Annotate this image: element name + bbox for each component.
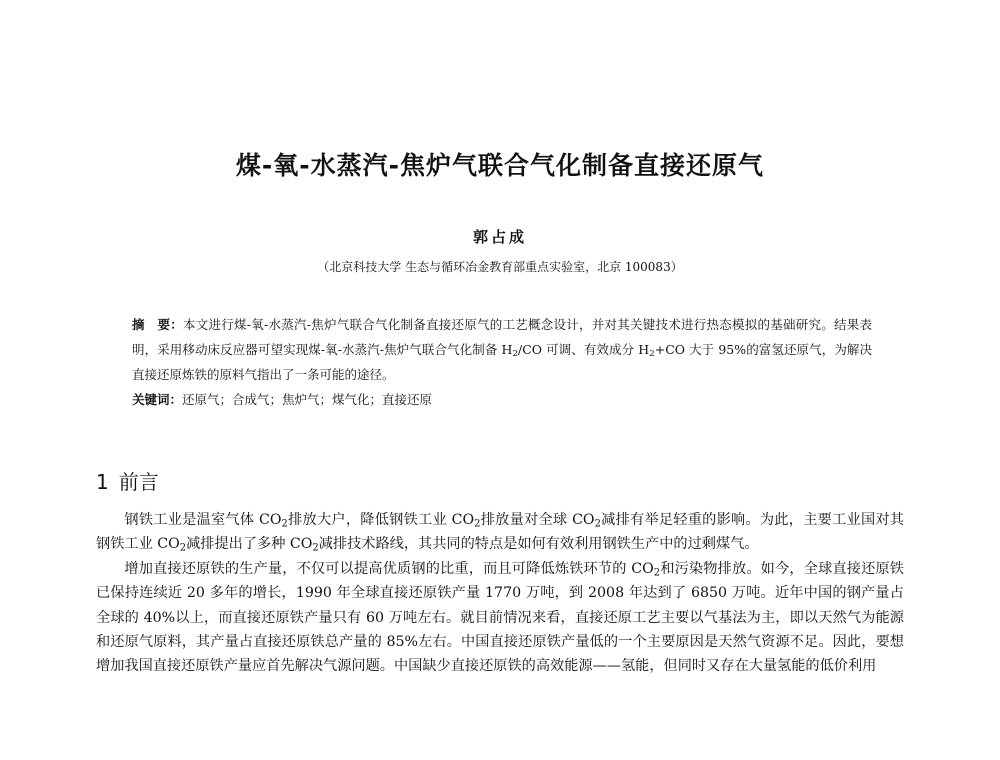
p1-text-b: 排放大户，降低钢铁工业 CO	[287, 512, 475, 528]
p1-text-f: 减排技术路线，其共同的特点是如何有效利用钢铁生产中的过剩煤气。	[318, 536, 759, 553]
p1-text-a: 钢铁工业是温室气体 CO	[124, 512, 282, 528]
abstract	[132, 312, 872, 387]
subscript: 2	[649, 349, 655, 360]
section-title: 前言	[118, 470, 159, 494]
section-number: 1	[96, 470, 109, 494]
subscript: 2	[474, 518, 481, 530]
subscript: 2	[312, 542, 319, 554]
abstract-block	[132, 312, 872, 412]
author-affiliation: （北京科技大学 生态与循环冶金教育部重点实验室，北京 100083）	[317, 260, 683, 274]
keywords-text: 还原气；合成气；焦炉气；煤气化；直接还原	[182, 392, 433, 407]
abstract-label: 摘 要：	[132, 317, 184, 332]
subscript: 2	[594, 518, 601, 530]
paper-title: 煤-氧-水蒸汽-焦炉气联合气化制备直接还原气	[235, 151, 765, 180]
abstract-text-3: +CO 大于 95%的富氢还原气，为解决直接还原炼铁的原料气指出了一条可能的途径。	[132, 342, 872, 382]
subscript: 2	[653, 567, 661, 579]
subscript: 2	[512, 349, 518, 360]
abstract-text-2: /CO 可调、有效成分 H	[517, 342, 650, 357]
keywords	[132, 387, 872, 412]
p2-text-b: 和污染物排放。如今，全球直接还原铁已保持连续近 20 多年的增长，1990 年全球直接还原铁产量 1770 万吨，到 2008 年达到了 6850 万吨。近年中国的钢产量占全球的 40%以上，而直接还原铁产量只有 60 万吨左右。就目前情况来看，直接还原工艺主要以气基法为主，即以天然气为能源和还原气原料，其产量占直接还原铁总产量的 85%左右。中国直接还原铁产量低的一个主要原因是天然气资源不足。因此，要想增加我国直接还原铁产量应首先解决气源问题。中国缺少直接还原铁的高效能源——氢能，但同时又存在大量氢能的低价利用	[96, 560, 904, 675]
paragraph-2	[96, 557, 904, 679]
body-text	[96, 508, 904, 679]
subscript: 2	[179, 542, 187, 554]
paragraph-1	[96, 508, 904, 557]
subscript: 2	[281, 518, 288, 530]
p1-text-c: 排放量对全球 CO	[480, 512, 595, 528]
section-heading	[96, 466, 159, 495]
author-name: 郭占成	[472, 228, 527, 246]
abstract-text-1: 本文进行煤-氧-水蒸汽-焦炉气联合气化制备直接还原气的工艺概念设计，并对其关键技术进行热态模拟的基础研究。结果表明，采用移动床反应器可望实现煤-氧-水蒸汽-焦炉气联合气化制备 H	[132, 317, 872, 357]
p1-text-d: 减排有举足轻重的影响。为此，主要工业国对其钢铁工业 CO	[96, 512, 904, 553]
keywords-label: 关键词：	[132, 392, 183, 407]
p1-text-e: 减排提出了多种 CO	[186, 536, 313, 553]
p2-text-a: 增加直接还原铁的生产量，不仅可以提高优质钢的比重，而且可降低炼铁环节的 CO	[124, 560, 654, 577]
